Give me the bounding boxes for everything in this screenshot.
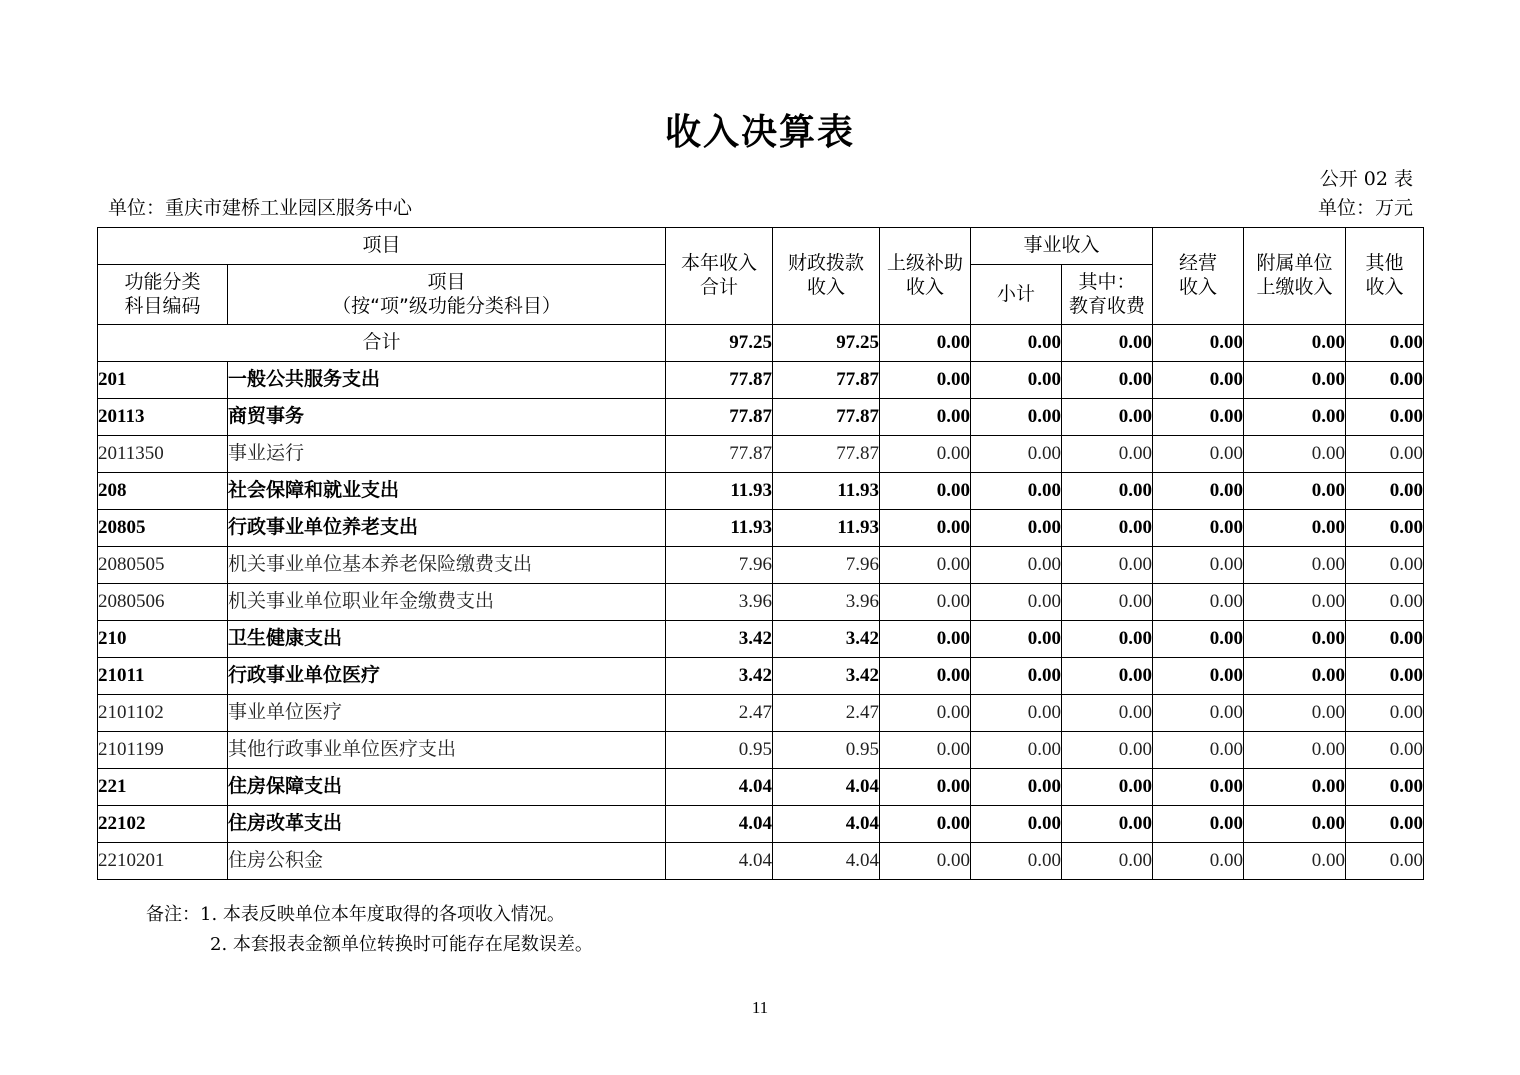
row-value: 0.00: [971, 843, 1062, 880]
table-row: [98, 362, 1424, 399]
row-name: 卫生健康支出: [228, 621, 666, 658]
row-value: 3.42: [666, 658, 773, 695]
header-name: [228, 265, 666, 325]
row-name: 机关事业单位基本养老保险缴费支出: [228, 547, 666, 584]
row-value: 0.00: [880, 436, 971, 473]
row-value: 0.00: [1062, 547, 1153, 584]
row-value: 77.87: [666, 436, 773, 473]
row-value: 0.00: [1153, 547, 1244, 584]
row-name: 机关事业单位职业年金缴费支出: [228, 584, 666, 621]
row-value: 0.00: [880, 584, 971, 621]
row-value: 7.96: [666, 547, 773, 584]
row-value: 11.93: [773, 473, 880, 510]
reporting-unit: 单位：重庆市建桥工业园区服务中心: [108, 197, 413, 219]
header-name-line1: 项目: [427, 270, 466, 293]
row-value: 0.00: [1244, 436, 1346, 473]
header-code-line1: 功能分类: [124, 270, 201, 293]
row-value: 0.00: [1244, 621, 1346, 658]
row-value: 0.00: [1062, 658, 1153, 695]
row-value: 0.00: [880, 362, 971, 399]
row-value: 0.00: [971, 510, 1062, 547]
row-code: 208: [98, 473, 228, 510]
row-value: 3.42: [666, 621, 773, 658]
row-value: 77.87: [773, 362, 880, 399]
row-value: 0.00: [1153, 473, 1244, 510]
header-operating: [1153, 228, 1244, 325]
table-row: [98, 732, 1424, 769]
row-value: 0.00: [1244, 695, 1346, 732]
row-name: 住房公积金: [228, 843, 666, 880]
row-name: 事业单位医疗: [228, 695, 666, 732]
row-value: 0.00: [880, 695, 971, 732]
row-value: 0.00: [1346, 510, 1424, 547]
row-value: 0.00: [1153, 510, 1244, 547]
row-value: 4.04: [666, 843, 773, 880]
header-operating-line1: 经营: [1179, 252, 1218, 275]
row-value: 0.00: [1062, 436, 1153, 473]
page-title: 收入决算表: [664, 112, 855, 153]
table-row: [98, 769, 1424, 806]
row-name: 其他行政事业单位医疗支出: [228, 732, 666, 769]
row-value: 0.00: [1346, 658, 1424, 695]
table-row: [98, 658, 1424, 695]
row-code: 20805: [98, 510, 228, 547]
row-value: 0.00: [880, 621, 971, 658]
table-row: [98, 584, 1424, 621]
row-value: 7.96: [773, 547, 880, 584]
row-value: 0.00: [880, 510, 971, 547]
header-subtotal: 小计: [971, 265, 1062, 325]
row-code: 2101102: [98, 695, 228, 732]
table-row: [98, 621, 1424, 658]
row-value: 0.95: [666, 732, 773, 769]
row-value: 0.00: [1062, 510, 1153, 547]
row-value: 0.00: [880, 806, 971, 843]
table-row: [98, 399, 1424, 436]
row-value: 0.00: [1153, 362, 1244, 399]
row-value: 0.00: [1244, 362, 1346, 399]
row-value: 0.00: [1244, 510, 1346, 547]
table-row: [98, 695, 1424, 732]
row-value: 0.00: [1153, 399, 1244, 436]
header-other: [1346, 228, 1424, 325]
row-value: 0.00: [880, 658, 971, 695]
table-row: [98, 806, 1424, 843]
row-value: 11.93: [666, 510, 773, 547]
header-code-line2: 科目编码: [124, 294, 201, 317]
row-name: 住房改革支出: [228, 806, 666, 843]
total-row: [98, 325, 1424, 362]
header-subsidy-line2: 收入: [906, 276, 945, 298]
row-value: 0.00: [1153, 732, 1244, 769]
row-value: 0.00: [1062, 584, 1153, 621]
row-value: 0.00: [1062, 695, 1153, 732]
total-value: 0.00: [1346, 325, 1424, 362]
row-value: 0.00: [1244, 732, 1346, 769]
row-value: 3.42: [773, 621, 880, 658]
row-value: 0.00: [971, 547, 1062, 584]
header-career-group: 事业收入: [971, 228, 1153, 265]
row-value: 0.00: [1244, 473, 1346, 510]
row-value: 77.87: [773, 436, 880, 473]
row-value: 4.04: [773, 806, 880, 843]
header-name-line2: （按“项”级功能分类科目）: [332, 294, 561, 317]
row-value: 0.00: [971, 436, 1062, 473]
row-value: 0.00: [1153, 658, 1244, 695]
row-value: 0.00: [1244, 399, 1346, 436]
row-code: 2011350: [98, 436, 228, 473]
row-value: 0.00: [1346, 769, 1424, 806]
note-line-2: 2. 本套报表金额单位转换时可能存在尾数误差。: [210, 934, 593, 955]
row-value: 0.00: [1062, 399, 1153, 436]
row-value: 0.00: [971, 621, 1062, 658]
header-total-line2: 合计: [700, 276, 739, 298]
row-value: 0.00: [971, 732, 1062, 769]
row-value: 0.00: [971, 806, 1062, 843]
row-value: 0.00: [880, 843, 971, 880]
row-value: 0.00: [971, 362, 1062, 399]
row-value: 77.87: [773, 399, 880, 436]
page-number: 11: [751, 998, 769, 1017]
header-edu-line2: 教育收费: [1069, 294, 1146, 317]
header-total: [666, 228, 773, 325]
row-value: 0.00: [1153, 621, 1244, 658]
row-value: 0.00: [1062, 362, 1153, 399]
row-value: 0.00: [1062, 473, 1153, 510]
row-value: 0.95: [773, 732, 880, 769]
row-value: 0.00: [1153, 843, 1244, 880]
row-value: 0.00: [880, 399, 971, 436]
row-value: 0.00: [1346, 732, 1424, 769]
row-value: 0.00: [1244, 769, 1346, 806]
table-row: [98, 473, 1424, 510]
row-name: 行政事业单位医疗: [228, 658, 666, 695]
row-code: 2080505: [98, 547, 228, 584]
row-value: 0.00: [1244, 658, 1346, 695]
row-value: 0.00: [1153, 769, 1244, 806]
row-code: 201: [98, 362, 228, 399]
row-value: 0.00: [880, 732, 971, 769]
table-row: [98, 547, 1424, 584]
row-value: 0.00: [1153, 806, 1244, 843]
row-value: 0.00: [1062, 732, 1153, 769]
row-value: 0.00: [1346, 621, 1424, 658]
header-fiscal-line1: 财政拨款: [788, 252, 865, 275]
row-code: 20113: [98, 399, 228, 436]
row-value: 0.00: [1153, 436, 1244, 473]
notes: [146, 900, 593, 960]
row-value: 0.00: [1346, 473, 1424, 510]
row-value: 0.00: [1153, 584, 1244, 621]
table-row: [98, 510, 1424, 547]
income-table: [97, 227, 1424, 880]
row-name: 住房保障支出: [228, 769, 666, 806]
header-edu-line1: 其中：: [1078, 270, 1136, 293]
row-name: 事业运行: [228, 436, 666, 473]
form-number: 公开 02 表: [1319, 168, 1413, 190]
row-name: 商贸事务: [228, 399, 666, 436]
row-value: 3.42: [773, 658, 880, 695]
total-value: 0.00: [1244, 325, 1346, 362]
total-value: 0.00: [1153, 325, 1244, 362]
row-value: 3.96: [773, 584, 880, 621]
row-value: 0.00: [1346, 547, 1424, 584]
note-line-1: 备注：1. 本表反映单位本年度取得的各项收入情况。: [146, 904, 565, 925]
row-value: 0.00: [1062, 769, 1153, 806]
row-code: 2080506: [98, 584, 228, 621]
header-operating-line2: 收入: [1179, 276, 1218, 298]
row-value: 0.00: [1062, 843, 1153, 880]
table-row: [98, 843, 1424, 880]
row-value: 0.00: [1062, 621, 1153, 658]
row-value: 0.00: [1346, 843, 1424, 880]
row-name: 一般公共服务支出: [228, 362, 666, 399]
row-value: 77.87: [666, 399, 773, 436]
row-value: 0.00: [1244, 584, 1346, 621]
total-label: 合计: [98, 325, 666, 362]
row-value: 0.00: [1153, 695, 1244, 732]
row-value: 0.00: [971, 399, 1062, 436]
row-name: 社会保障和就业支出: [228, 473, 666, 510]
row-value: 0.00: [971, 473, 1062, 510]
row-value: 0.00: [1244, 843, 1346, 880]
header-fiscal: [773, 228, 880, 325]
row-value: 0.00: [971, 695, 1062, 732]
total-value: 97.25: [773, 325, 880, 362]
row-value: 0.00: [1244, 547, 1346, 584]
row-value: 77.87: [666, 362, 773, 399]
row-value: 0.00: [1346, 362, 1424, 399]
row-name: 行政事业单位养老支出: [228, 510, 666, 547]
row-value: 3.96: [666, 584, 773, 621]
header-affiliated: [1244, 228, 1346, 325]
row-value: 0.00: [1346, 399, 1424, 436]
header-code: [98, 265, 228, 325]
header-fiscal-line2: 收入: [807, 276, 846, 298]
header-other-line2: 收入: [1365, 276, 1404, 298]
header-other-line1: 其他: [1365, 252, 1404, 275]
row-value: 0.00: [1244, 806, 1346, 843]
row-value: 0.00: [971, 769, 1062, 806]
total-value: 97.25: [666, 325, 773, 362]
row-value: 4.04: [666, 769, 773, 806]
row-value: 0.00: [971, 658, 1062, 695]
row-value: 0.00: [880, 769, 971, 806]
row-value: 0.00: [1346, 695, 1424, 732]
row-code: 2101199: [98, 732, 228, 769]
total-value: 0.00: [1062, 325, 1153, 362]
row-code: 21011: [98, 658, 228, 695]
header-item-group: 项目: [98, 228, 666, 265]
header-total-line1: 本年收入: [681, 252, 758, 275]
header-affiliated-line2: 上缴收入: [1256, 276, 1333, 298]
row-value: 2.47: [666, 695, 773, 732]
header-subsidy-line1: 上级补助: [887, 252, 964, 275]
row-value: 11.93: [666, 473, 773, 510]
table-row: [98, 436, 1424, 473]
row-value: 4.04: [773, 769, 880, 806]
row-code: 221: [98, 769, 228, 806]
row-value: 4.04: [773, 843, 880, 880]
total-value: 0.00: [880, 325, 971, 362]
row-value: 0.00: [1062, 806, 1153, 843]
row-value: 0.00: [1346, 436, 1424, 473]
row-code: 210: [98, 621, 228, 658]
row-value: 4.04: [666, 806, 773, 843]
money-unit: 单位：万元: [1317, 197, 1413, 219]
row-code: 22102: [98, 806, 228, 843]
row-value: 0.00: [971, 584, 1062, 621]
row-value: 11.93: [773, 510, 880, 547]
row-value: 2.47: [773, 695, 880, 732]
header-subsidy: [880, 228, 971, 325]
row-value: 0.00: [880, 473, 971, 510]
header-edu: [1062, 265, 1153, 325]
row-value: 0.00: [1346, 584, 1424, 621]
row-value: 0.00: [1346, 806, 1424, 843]
row-value: 0.00: [880, 547, 971, 584]
header-affiliated-line1: 附属单位: [1256, 252, 1333, 275]
row-code: 2210201: [98, 843, 228, 880]
total-value: 0.00: [971, 325, 1062, 362]
